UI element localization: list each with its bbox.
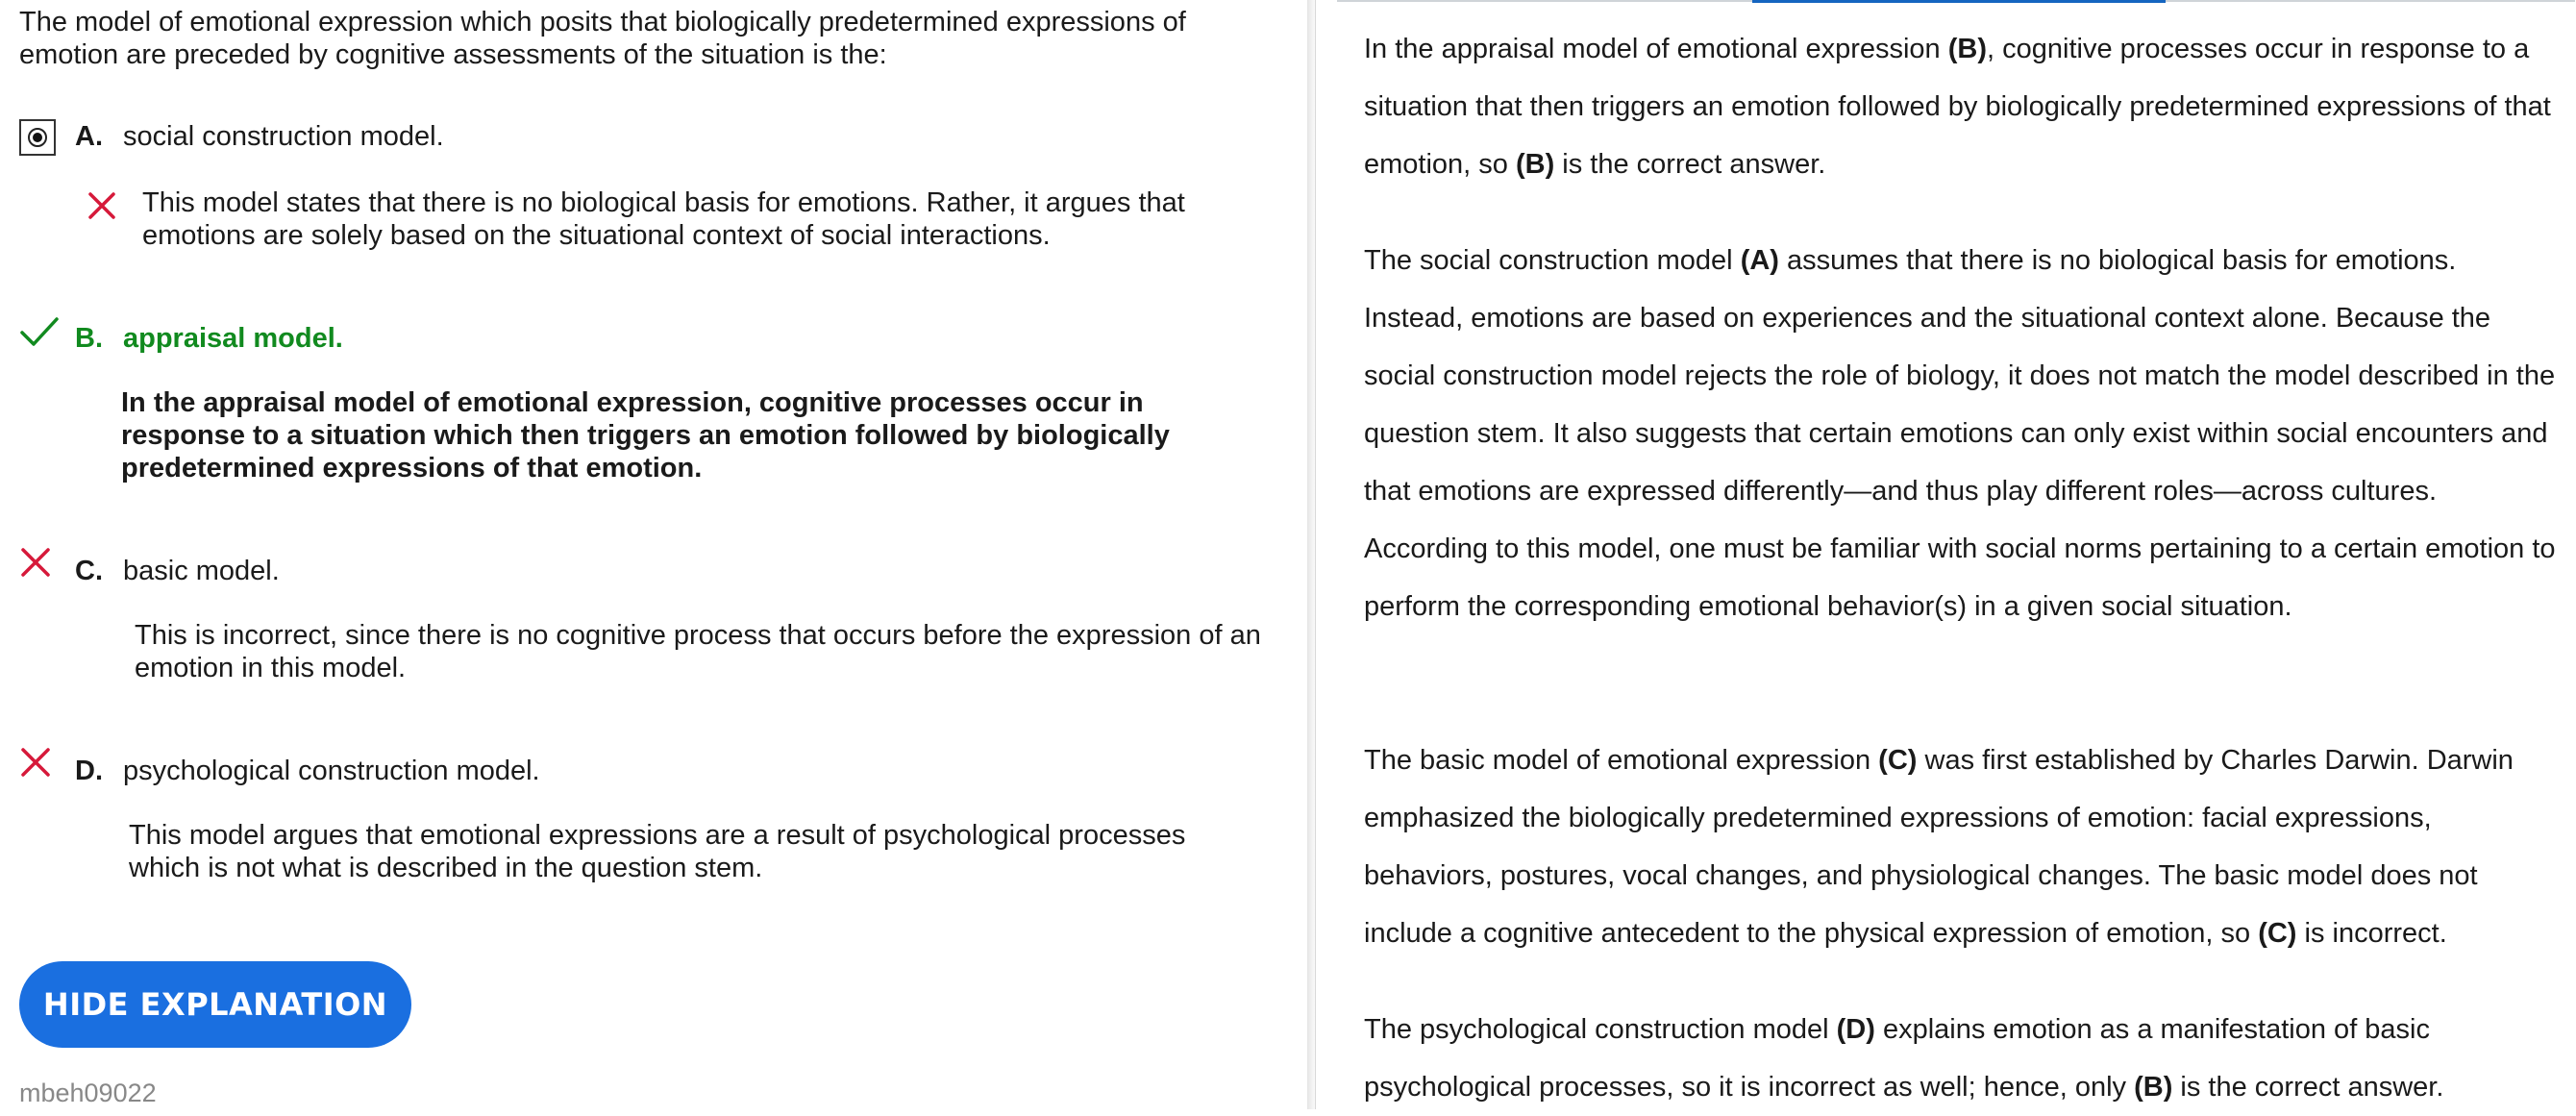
choice-text: social construction model. <box>123 121 444 152</box>
choice-letter: D. <box>75 756 103 786</box>
question-id: mbeh09022 <box>19 1079 157 1107</box>
choice-letter: C. <box>75 556 103 586</box>
hide-explanation-button[interactable]: HIDE EXPLANATION <box>19 961 411 1048</box>
choice-c[interactable] <box>19 554 1288 592</box>
choice-text: basic model. <box>123 556 280 586</box>
incorrect-x-icon <box>87 190 117 221</box>
top-accent-bar <box>1752 0 2166 3</box>
explanation-paragraph-1: In the appraisal model of emotional expression (B), cognitive processes occur in response to a situation that then triggers an emotion followed by biologically predetermined expressions of that emotion, so (B) is the correct answer. <box>1364 34 2551 180</box>
choice-a-explanation: This model states that there is no biological basis for emotions. Rather, it argues that emotions are solely based on the situational context of social interactions. <box>142 187 1185 251</box>
choice-a[interactable] <box>19 117 1288 160</box>
selected-radio-icon[interactable] <box>19 117 58 156</box>
choice-letter: B. <box>75 323 103 354</box>
question-stem: The model of emotional expression which posits that biologically predetermined expressions of emotion are preceded by cognitive assessments of the situation is the: <box>19 7 1186 70</box>
explanation-paragraph-3: The basic model of emotional expression (C) was first established by Charles Darwin. Darwin emphasized the biologically predetermined expressions of emotion: facial expressions, behaviors, postures, vocal changes, and physiological changes. The basic model does not include a cognitive antecedent to the physical expression of emotion, so (C) is incorrect. <box>1364 745 2514 949</box>
explanation-pane <box>1315 0 2576 1109</box>
choice-text: appraisal model. <box>123 323 343 354</box>
choice-b[interactable] <box>19 321 1288 360</box>
choice-d[interactable] <box>19 754 1288 792</box>
choice-b-explanation: In the appraisal model of emotional expression, cognitive processes occur in response to a situation which then triggers an emotion followed by biologically predetermined expressions of that emotion. <box>121 387 1170 484</box>
choice-d-explanation: This model argues that emotional expressions are a result of psychological processes which is not what is described in the question stem. <box>129 820 1186 883</box>
choice-letter: A. <box>75 121 103 152</box>
explanation-paragraph-4: The psychological construction model (D) explains emotion as a manifestation of basic psychological processes, so it is incorrect as well; hence, only (B) is the correct answer. <box>1364 1014 2444 1103</box>
explanation-paragraph-2: The social construction model (A) assumes that there is no biological basis for emotions. Instead, emotions are based on experiences and the situational context alone. Because the social construction model rejects the role of biology, it does not match the model described in the question stem. It also suggests that certain emotions can only exist within social encounters and that emotions are expressed differently—and thus play different roles—across cultures. According to this model, one must be familiar with social norms pertaining to a certain emotion to perform the corresponding emotional behavior(s) in a given social situation. <box>1364 245 2556 622</box>
choice-c-explanation: This is incorrect, since there is no cognitive process that occurs before the expression of an emotion in this model. <box>135 620 1261 683</box>
choice-text: psychological construction model. <box>123 756 540 786</box>
